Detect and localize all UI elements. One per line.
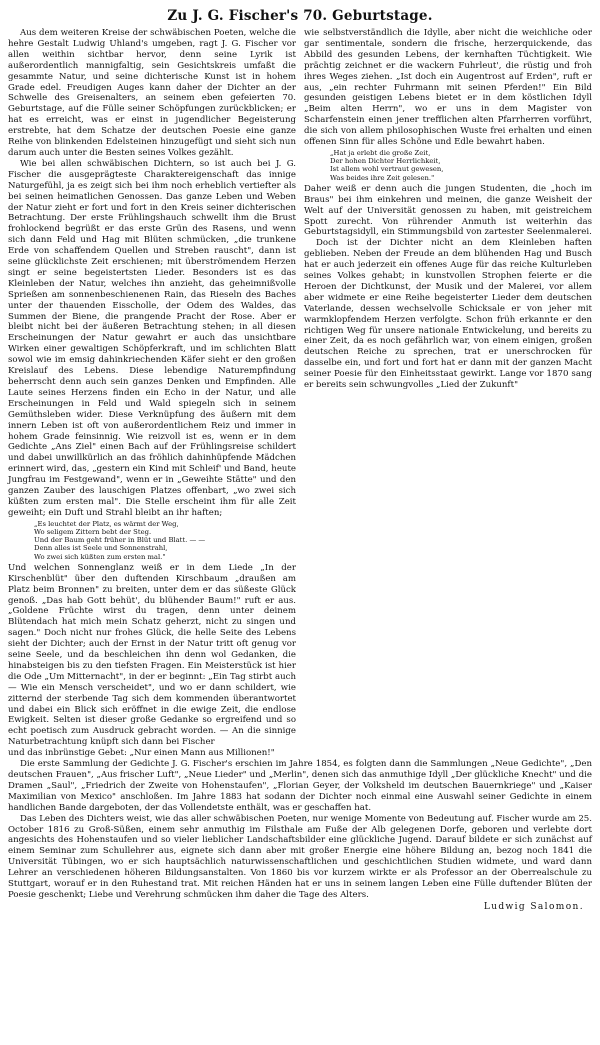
poem-line: „Hat ja erlebt die große Zeit, [330, 148, 431, 157]
poem-line: „Es leuchtet der Platz, es wärmt der Weg, [34, 519, 179, 528]
paragraph: Doch ist der Dichter nicht an dem Kleinleben haften geblieben. Neben der Freude an dem blühenden Hag und Busch hat er auch jederzeit ein offenes Auge für das reiche Kulturleben seines Volkes gehabt; in kunstvollen Strophen feierte er die Heroen der Dichtkunst, der Musik und der Malerei, vor allem aber widmete er eine Reihe begeisterter Lieder dem deutschen Vaterlande, dessen wechselvolle Schicksale er von jeher mit warmklopfendem Herzen verfolgte. Schon früh erkannte er den richtigen Weg für unsere nationale Entwickelung, und bereits zu einer Zeit, da es noch gefährlich war, von einem einigen, großen deutschen Reiche zu sprechen, trat er unerschrocken für dasselbe ein, und fort und fort hat er dann mit der ganzen Macht seiner Poesie für den Einheitsstaat gewirkt. Lange vor 1870 sang er bereits sein schwungvolles „Lied der Zukunft" [304, 238, 592, 391]
paragraph: Daher weiß er denn auch die jungen Studenten, die „hoch im Braus" bei ihm einkehren und meinen, die ganze Weisheit der Welt auf der Universität genossen zu haben, mit geistreichem Spott zurecht. Von rührender Anmuth ist weiterhin das Geburtstagsidyll, ein Stimmungsbild von zartester Seelenmalerei. [304, 183, 592, 238]
paragraph: Und welchen Sonnenglanz weiß er in dem Liede „In der Kirschenblüt" über den duftenden Kirschbaum „draußen am Platz beim Bronnen" zu breiten, unter dem er das süßeste Glück genoß. „Das hab Gott behüt', du blühender Baum!" ruft er aus. „Goldene Früchte wirst du tragen, denn unter deinem Blütendach hat mich mein Schatz geherzt, nicht zu singen und sagen." Doch nicht nur frohes Glück, die helle Seite des Lebens sieht der Dichter; auch der Ernst in der Natur tritt oft genug vor seine Seele, und da beschleichen ihn denn wol Gedanken, die hinabsteigen bis zu den tiefsten Fragen. Ein Meisterstück ist hier die Ode „Um Mitternacht", in der er beginnt: „Ein Tag stirbt auch — Wie ein Mensch verscheidet", und wo er dann schildert, wie zitternd der sterbende Tag sich dem kommenden überantwortet und dabei ein Blick sich eröffnet in die ewige Zeit, die endlose Ewigkeit. Selten ist dieser große Gedanke so ergreifend und so echt poetisch zum Ausdruck gebracht worden. — An die sinnige Naturbetrachtung knüpft sich dann bei Fischer [8, 562, 296, 748]
paragraph: wie selbstverständlich die Idylle, aber nicht die weichliche oder gar sentimentale, sondern die frische, herzerquickende, das Abbild des gesunden Lebens, der kernhaften Tüchtigkeit. Wie prächtig zeichnet er die wackern Fuhrleut', die rüstig und froh ihres Weges ziehen. „Ist doch ein Augentrost auf Erden", ruft er aus, „ein rechter Fuhrmann mit seinen Pferden!" Ein Bild gesunden geistigen Lebens bietet er in dem köstlichen Idyll „Beim alten Herrn", wo er uns in dem Magister von Scharfenstein einen jener trefflichen alten Pfarrherren vorführt, die sich von allem philosophischen Wuste frei erhalten und einen offenen Sinn für alles Schöne und Edle bewahrt haben. [304, 28, 592, 148]
poem-line: Wo zwei sich küßten zum ersten mal." [34, 552, 166, 561]
paragraph: und das inbrünstige Gebet: „Nur einen Mann aus Millionen!" [8, 748, 275, 759]
poem-line: Ist allem wohl vertraut gewesen, [330, 165, 444, 174]
poem-line: Der hohen Dichter Herrlichkeit, [330, 157, 441, 166]
paragraph: Wie bei allen schwäbischen Dichtern, so ist auch bei J. G. Fischer die ausgeprägteste Charaktereigenschaft das innige Naturgefühl, ja es zeigt sich bei ihm noch erheblich vertiefter als bei seinen heimatlichen Genossen. Das ganze Leben und Weben der Natur zieht er fort und fort in den Kreis seiner dichterischen Betrachtung. Der erste Frühlingshauch schwellt ihm die Brust frohlockend begrüßt er das erste Grün des Rasens, und wenn sich dann Feld und Hag mit Blüten schmücken, „die trunkene Erde von schaffendem Quellen und Streben rauscht", dann ist seine glücklichste Zeit erschienen; mit überströmendem Herzen singt er seine begeistertsten Lieder. Besonders ist es das Kleinleben der Natur, welches ihn anzieht, das geheimnißvolle Sprießen am sonnenbeschienenen Rain, das Rieseln des Baches unter der thauenden Eisscholle, der Odem des Waldes, das Summen der Biene, die prangende Pracht der Rose. Aber er bleibt nicht bei der äußeren Betrachtung stehen; in all diesen Erscheinungen der Natur gewahrt er auch das unsichtbare Wirken einer gewaltigen Schöpferkraft, und im schlichten Blatt sowol wie im emsig dahinkriechenden Käfer sieht er den großen Kreislauf des Lebens. Diese lebendige Naturempfindung beherrscht denn auch sein ganzes Denken und Empfinden. Alle Laute seines Herzens finden ein Echo in der Natur, und alle Erscheinungen in Feld und Wald spiegeln sich in seinem Gemüthsleben wider. Diese Verknüpfung des äußern mit dem innern Leben ist oft von außerordentlichem Reiz und immer in hohem Grade feinsinnig. Wie reizvoll ist es, wenn er in dem Gedichte „Ans Ziel" einen Bach auf der Frühlingsreise schildert und dabei unwillkürlich an das fröhlich dahinhüpfende Mädchen erinnert wird, das, „gestern ein Kind mit Schleif' und Band, heute Jungfrau im Festgewand", wenn er in „Geweihte Stätte" und den ganzen Zauber des lauschigen Platzes offenbart, „wo zwei sich küßten zum ersten mal". Die Stelle erscheint ihm für alle Zeit geweiht; ein Duft und Strahl bleibt an ihr haften; [8, 158, 296, 518]
article-title: Zu J. G. Fischer's 70. Geburtstage. [167, 8, 433, 24]
full-width-section [8, 748, 592, 913]
article-columns [8, 28, 592, 748]
paragraph: Das Leben des Dichters weist, wie das aller schwäbischen Poeten, nur wenige Momente von Bedeutung auf. Fischer wurde am 25. October 1816 zu Groß-Süßen, einem sehr anmuthig im Filsthale am Fuße der Alb gelegenen Dorfe, geboren und verlebte dort angesichts des Hohenstaufen und so vieler lieblicher Landschaftsbilder eine glückliche Jugend. Darauf bildete er sich zunächst auf einem Seminar zum Schullehrer aus, eignete sich dann aber mit großer Energie eine höhere Bildung an, bezog noch 1841 die Universität Tübingen, wo er sich hauptsächlich naturwissenschaftlichen und geschichtlichen Studien widmete, und ward dann Lehrer an verschiedenen höheren Bildungsanstalten. Von 1860 bis vor kurzem wirkte er als Professor an der Oberrealschule zu Stuttgart, worauf er in den Ruhestand trat. Mit reichen Händen hat er uns in seinem langen Leben eine Fülle duftender Blüten der Poesie geschenkt; Liebe und Verehrung schmücken ihm daher die Tage des Alters. [8, 813, 592, 900]
paragraph: Aus dem weiteren Kreise der schwäbischen Poeten, welche die hehre Gestalt Ludwig Uhland's umgeben, ragt J. G. Fischer vor allen weithin sichtbar hervor, denn seine Lyrik ist außerordentlich mannigfaltig, sein Gesichtskreis umfaßt die gesammte Natur, und seine dichterische Kunst ist in hohem Grade edel. Freudigen Auges kann daher der Dichter an der Schwelle des Greisenalters, an seinem eben gefeierten 70. Geburtstage, auf die Fülle seiner Schöpfungen zurückblicken; er hat es erreicht, was er einst in jugendlicher Begeisterung erstrebte, hat dem Schatze der deutschen Poesie eine ganze Reihe von blinkenden Edelsteinen hinzugefügt und sieht sich nun darum auch unter die Besten seines Volkes gezählt. [8, 28, 296, 158]
poem-line: Und der Baum geht früher in Blüt und Blatt. — — [34, 536, 206, 545]
poem-line: Was beides ihre Zeit gelesen." [330, 173, 435, 182]
poem-quote [34, 520, 296, 561]
left-column [8, 28, 296, 748]
right-column [304, 28, 592, 748]
poem-line: Wo seligem Zittern bebt der Steg. [34, 527, 152, 536]
paragraph: Die erste Sammlung der Gedichte J. G. Fischer's erschien im Jahre 1854, es folgten dann die Sammlungen „Neue Gedichte", „Den deutschen Frauen", „Aus frischer Luft", „Neue Lieder" und „Merlin", denen sich das anmuthige Idyll „Der glückliche Knecht" und die Dramen „Saul", „Friedrich der Zweite von Hohenstaufen", „Florian Geyer, der Volksheld im deutschen Bauernkriege" und „Kaiser Maximilian von Mexico" anschloßen. Im Jahre 1883 hat sodann der Dichter noch einmal eine Auswahl seiner Gedichte in einem handlichen Bande dargeboten, der das Vollendetste enthält, was er geschaffen hat. [8, 759, 592, 813]
poem-quote [330, 149, 592, 182]
author-signature: Ludwig Salomon. [483, 901, 584, 912]
poem-line: Denn alles ist Seele und Sonnenstrahl, [34, 544, 168, 553]
